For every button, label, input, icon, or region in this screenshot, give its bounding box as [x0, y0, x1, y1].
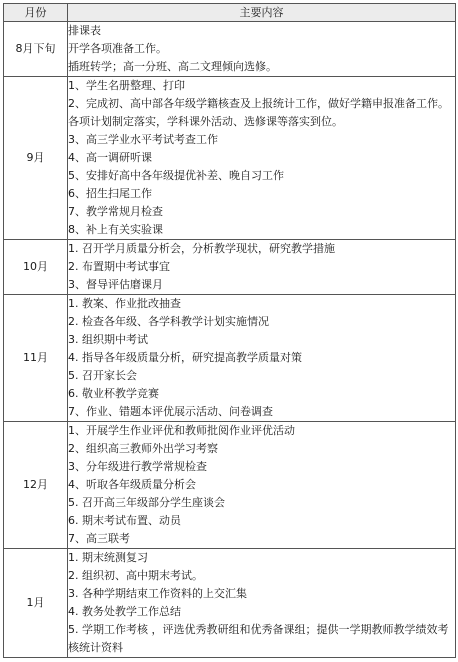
task-item: 5. 召开家长会 — [68, 369, 137, 382]
task-item: 2. 检查各年级、各学科教学计划实施情况 — [68, 315, 269, 328]
task-item: 4. 指导各年级质量分析，研究提高教学质量对策 — [68, 351, 302, 364]
month-cell: 12月 — [4, 422, 68, 549]
task-item: 4、高一调研听课 — [68, 151, 152, 164]
task-item: 2、完成初、高中部各年级学籍核查及上报统计工作，做好学籍申报准备工作。各项计划制定落实，学科课外活动、选修课等落实到位。 — [68, 97, 449, 128]
content-cell — [68, 22, 456, 77]
task-item: 1、学生名册整理、打印 — [68, 79, 185, 92]
content-cell — [68, 549, 456, 658]
task-item: 5、安排好高中各年级提优补差、晚自习工作 — [68, 169, 284, 182]
header-content: 主要内容 — [68, 4, 456, 22]
task-item: 插班转学；高一分班、高二文理倾向选修。 — [68, 60, 277, 73]
header-row — [4, 4, 456, 22]
task-item: 1. 教案、作业批改抽查 — [68, 297, 181, 310]
task-item: 2. 组织初、高中期末考试。 — [68, 569, 203, 582]
task-item: 3、督导评估磨课月 — [68, 278, 163, 291]
task-item: 1、开展学生作业评优和教师批阅作业评优活动 — [68, 424, 295, 437]
task-item: 7、教学常规月检查 — [68, 205, 163, 218]
task-item: 6. 敬业杯教学竞赛 — [68, 387, 159, 400]
table-row — [4, 422, 456, 549]
content-cell — [68, 240, 456, 295]
task-item: 6、招生扫尾工作 — [68, 187, 152, 200]
table-row — [4, 240, 456, 295]
task-item: 3、分年级进行教学常规检查 — [68, 460, 207, 473]
task-item: 3、高三学业水平考试考查工作 — [68, 133, 218, 146]
work-schedule-table — [3, 3, 456, 658]
month-cell: 1月 — [4, 549, 68, 658]
header-month: 月份 — [4, 4, 68, 22]
task-item: 6. 期末考试布置、动员 — [68, 514, 181, 527]
month-cell: 9月 — [4, 77, 68, 240]
task-item: 1. 召开学月质量分析会，分析教学现状，研究教学措施 — [68, 242, 335, 255]
month-cell: 8月下旬 — [4, 22, 68, 77]
table-row — [4, 549, 456, 658]
task-item: 7、作业、错题本评优展示活动、问卷调查 — [68, 405, 273, 418]
task-item: 开学各项准备工作。 — [68, 42, 167, 55]
task-item: 3. 各种学期结束工作资料的上交汇集 — [68, 587, 247, 600]
task-item: 3. 组织期中考试 — [68, 333, 148, 346]
schedule-body — [4, 22, 456, 658]
content-cell — [68, 422, 456, 549]
task-item: 排课表 — [68, 24, 101, 37]
month-cell: 10月 — [4, 240, 68, 295]
task-item: 2、组织高三教师外出学习考察 — [68, 442, 218, 455]
table-row — [4, 295, 456, 422]
task-item: 4. 教务处教学工作总结 — [68, 605, 181, 618]
table-row — [4, 22, 456, 77]
task-item: 5. 召开高三年级部分学生座谈会 — [68, 496, 225, 509]
month-cell: 11月 — [4, 295, 68, 422]
table-row — [4, 77, 456, 240]
content-cell — [68, 77, 456, 240]
task-item: 8、补上有关实验课 — [68, 223, 163, 236]
task-item: 1. 期末统测复习 — [68, 551, 148, 564]
task-item: 5. 学期工作考核 ，评选优秀教研组和优秀备课组；提供一学期教师教学绩效考核统计资料 — [68, 623, 449, 654]
task-item: 4、听取各年级质量分析会 — [68, 478, 196, 491]
task-item: 2. 布置期中考试事宜 — [68, 260, 170, 273]
task-item: 7、高三联考 — [68, 532, 130, 545]
content-cell — [68, 295, 456, 422]
